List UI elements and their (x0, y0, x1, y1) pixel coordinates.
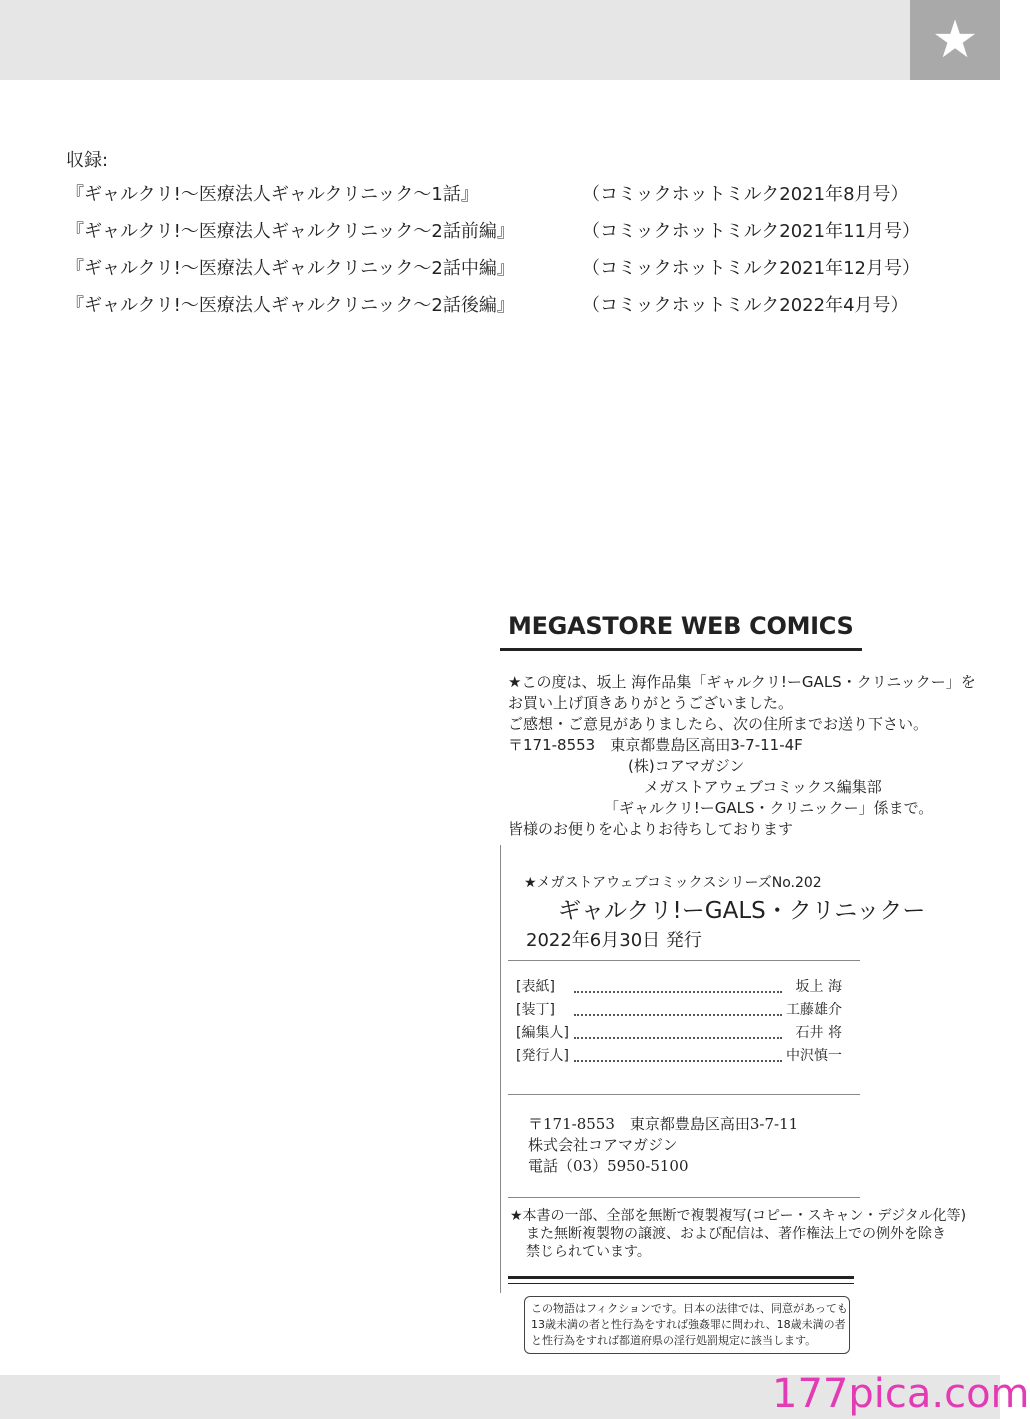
item-title: 『ギャルクリ!〜医療法人ギャルクリニック〜1話』 (66, 184, 479, 205)
contents-item (66, 287, 909, 324)
star-icon: ★ (931, 10, 979, 70)
credit-row (516, 1022, 842, 1045)
series-number: ★メガストアウェブコミックスシリーズNo.202 (524, 875, 822, 891)
credit-role: [装丁] (516, 1002, 555, 1018)
publisher-info (528, 1114, 798, 1177)
item-title: 『ギャルクリ!〜医療法人ギャルクリニック〜2話後編』 (66, 295, 515, 316)
item-source: （コミックホットミルク2021年11月号） (582, 221, 920, 242)
divider (508, 1094, 860, 1095)
publisher-phone: 電話（03）5950-5100 (528, 1157, 689, 1175)
notice-company: (株)コアマガジン (628, 757, 745, 775)
leader-dots (574, 991, 782, 993)
notice-line: ご感想・ご意見がありましたら、次の住所までお送り下さい。 (508, 715, 929, 733)
credit-name: 坂上 海 (795, 979, 842, 995)
credit-row (516, 1045, 842, 1068)
leader-dots (574, 1060, 782, 1062)
notice-line: 皆様のお便りを心よりお待ちしております (508, 820, 794, 838)
watermark: 177pica.com (772, 1371, 1030, 1417)
reader-notice (508, 672, 976, 840)
star-corner (910, 0, 1000, 80)
disclaimer-line: 13歳未満の者と性行為をすれば強姦罪に問われ、18歳未満の者 (531, 1318, 846, 1331)
credits-list (516, 976, 842, 1068)
double-rule-thick (508, 1276, 854, 1279)
publication-date: 2022年6月30日 発行 (526, 930, 702, 951)
warning-line: 禁じられています。 (526, 1244, 651, 1260)
warning-line: ★本書の一部、全部を無断で複製複写(コピー・スキャン・デジタル化等) (510, 1208, 967, 1224)
credit-role: [編集人] (516, 1025, 569, 1041)
notice-address: 〒171-8553 東京都豊島区高田3-7-11-4F (508, 736, 803, 754)
leader-dots (574, 1037, 782, 1039)
contents-item (66, 176, 909, 213)
item-source: （コミックホットミルク2022年4月号） (582, 295, 909, 316)
warning-line: また無断複製物の譲渡、および配信は、著作権法上での例外を除き (526, 1226, 946, 1242)
divider (508, 1197, 860, 1198)
contents-heading: 収録: (66, 150, 109, 171)
top-band (0, 0, 910, 80)
notice-line: ★この度は、坂上 海作品集「ギャルクリ!ーGALS・クリニックー」を (508, 673, 976, 691)
item-source: （コミックホットミルク2021年8月号） (582, 184, 909, 205)
divider (508, 960, 860, 961)
disclaimer-line: この物語はフィクションです。日本の法律では、同意があっても (531, 1302, 848, 1315)
notice-line: お買い上げ頂きありがとうございました。 (508, 694, 794, 712)
disclaimer-line: と性行為をすれば都道府県の淫行処罰規定に該当します。 (531, 1334, 817, 1347)
credit-role: [発行人] (516, 1048, 569, 1064)
credit-name: 石井 将 (795, 1025, 842, 1041)
publisher-name: 株式会社コアマガジン (528, 1136, 678, 1154)
credit-name: 中沢慎一 (786, 1048, 842, 1064)
notice-attention: 「ギャルクリ!ーGALS・クリニックー」係まで。 (604, 799, 934, 817)
contents-item (66, 213, 920, 250)
leader-dots (574, 1014, 782, 1016)
contents-list (66, 146, 920, 324)
item-source: （コミックホットミルク2021年12月号） (582, 258, 920, 279)
book-title: ギャルクリ!ーGALS・クリニックー (558, 898, 926, 924)
item-title: 『ギャルクリ!〜医療法人ギャルクリニック〜2話中編』 (66, 258, 515, 279)
notice-department: メガストアウェブコミックス編集部 (644, 778, 882, 796)
credit-row (516, 999, 842, 1022)
item-title: 『ギャルクリ!〜医療法人ギャルクリニック〜2話前編』 (66, 221, 515, 242)
fiction-disclaimer (524, 1296, 850, 1354)
brand-logo: MEGASTORE WEB COMICS (508, 612, 854, 640)
publisher-address: 〒171-8553 東京都豊島区高田3-7-11 (528, 1115, 799, 1133)
copyright-warning (510, 1207, 966, 1261)
double-rule-thin (508, 1283, 854, 1284)
contents-item (66, 250, 920, 287)
brand-rule (500, 648, 862, 651)
credit-name: 工藤雄介 (786, 1002, 842, 1018)
credit-role: [表紙] (516, 979, 555, 995)
credit-row (516, 976, 842, 999)
